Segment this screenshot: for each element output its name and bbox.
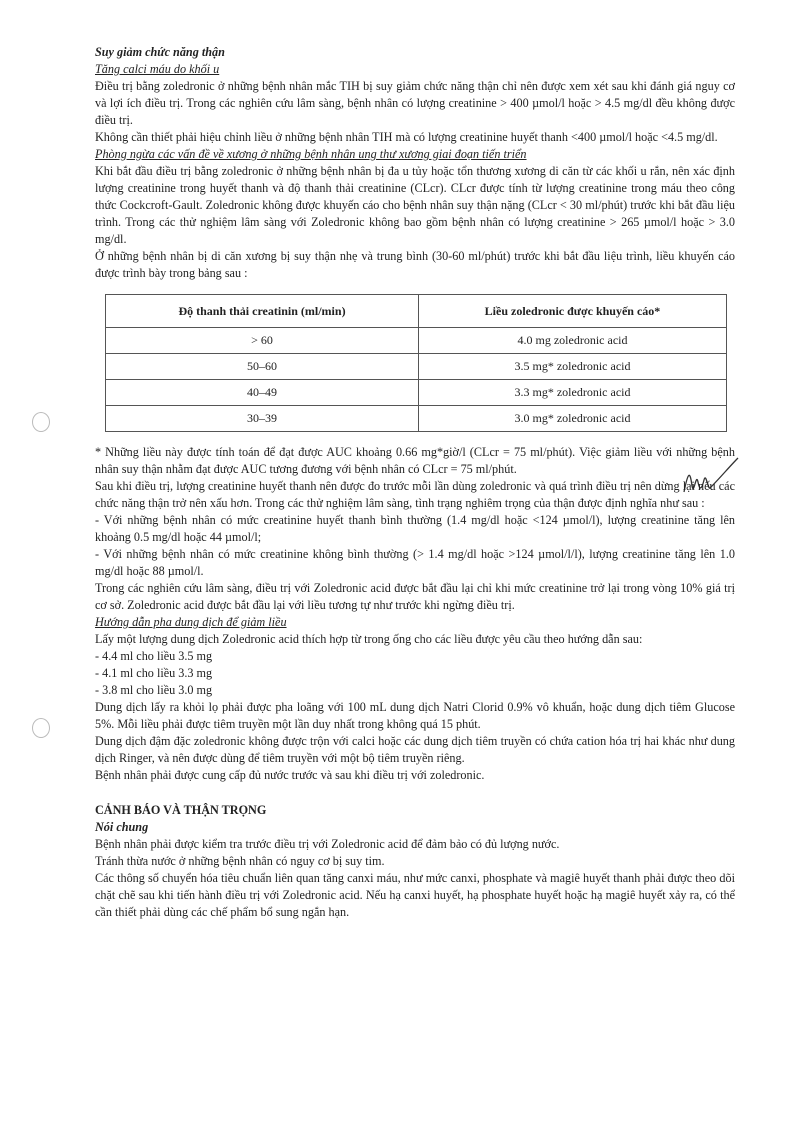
table-header: Liều zoledronic được khuyến cáo* <box>419 295 727 328</box>
section-heading: Suy giảm chức năng thận <box>95 45 225 59</box>
table-cell: 30–39 <box>106 406 419 432</box>
bottom-content <box>95 444 735 921</box>
table-row <box>106 328 727 354</box>
table-cell: 4.0 mg zoledronic acid <box>419 328 727 354</box>
paragraph: Điều trị bằng zoledronic ở những bệnh nhân mắc TIH bị suy giảm chức năng thận chỉ nên được xem xét sau khi đánh giá nguy cơ và lợi ích điều trị. Trong các nghiên cứu lâm sàng, bệnh nhân có lượng creatinine > 400 µmol/l hoặc > 4.5 mg/dl đều không được điều trị. <box>95 79 735 127</box>
paragraph: Lấy một lượng dung dịch Zoledronic acid thích hợp từ trong ống cho các liều được yêu cầu theo hướng dẫn sau: <box>95 632 643 646</box>
paragraph: * Những liều này được tính toán để đạt được AUC khoảng 0.66 mg*giờ/l (CLcr = 75 ml/phút). Việc giảm liều với những bệnh nhân suy thận nhằm đạt được AUC tương đương với bệnh nhân có CLcr = 75 ml/phút. <box>95 445 735 476</box>
subsection-heading: Tăng calci máu do khối u <box>95 62 220 76</box>
dose-table <box>105 294 727 432</box>
paragraph: Dung dịch đậm đặc zoledronic không được trộn với calci hoặc các dung dịch tiêm truyền có chứa cation hóa trị hai khác như dung dịch Ringer, và nên được dùng để tiêm truyền với một bộ tiêm truyền riêng. <box>95 734 735 765</box>
table-cell: 50–60 <box>106 354 419 380</box>
subsection-heading: Hướng dẫn pha dung dịch để giảm liều <box>95 615 287 629</box>
section-title: CẢNH BÁO VÀ THẬN TRỌNG <box>95 803 267 817</box>
paragraph: Các thông số chuyển hóa tiêu chuẩn liên quan tăng canxi máu, như mức canxi, phosphate và magiê huyết thanh phải được theo dõi chặt chẽ sau khi tiến hành điều trị với Zoledronic acid. Nếu hạ canxi huyết, hạ phosphate huyết hoặc hạ magiê huyết xảy ra, có thể cần thiết phải dùng các chế phẩm bổ sung ngắn hạn. <box>95 871 735 919</box>
paragraph: Khi bắt đầu điều trị bằng zoledronic ở những bệnh nhân bị đa u tủy hoặc tổn thương xương di căn từ các khối u rắn, nên xác định lượng creatinine trong huyết thanh và độ thanh thải creatinine (CLcr). CLcr được tính từ lượng creatinine trong máu theo công thức Cockcroft-Gault. Zoledronic không được khuyến cáo cho bệnh nhân suy thận nặng (CLcr < 30 ml/phút) trước khi bắt đầu liệu trình. Trong các thử nghiệm lâm sàng với Zoledronic không bao gồm bệnh nhân có lượng creatinine > 265 µmol/l hoặc > 3.0 mg/dl. <box>95 164 735 246</box>
table-cell: 3.3 mg* zoledronic acid <box>419 380 727 406</box>
table-cell: 3.5 mg* zoledronic acid <box>419 354 727 380</box>
table-row <box>106 380 727 406</box>
table-row <box>106 406 727 432</box>
section-heading: Nói chung <box>95 820 149 834</box>
paragraph: - Với những bệnh nhân có mức creatinine huyết thanh bình thường (1.4 mg/dl hoặc <124 µmol/l), lượng creatinine tăng lên khoảng 0.5 mg/dl hoặc 44 µmol/l; <box>95 513 735 544</box>
paragraph: - 3.8 ml cho liều 3.0 mg <box>95 683 213 697</box>
paragraph: Trong các nghiên cứu lâm sàng, điều trị với Zoledronic acid được bắt đầu lại chỉ khi mức creatinine trở lại trong vòng 10% giá trị cơ sở. Zoledronic acid được bắt đầu lại với liều tương tự như trước khi ngừng điều trị. <box>95 581 735 612</box>
paragraph: Bệnh nhân phải được cung cấp đủ nước trước và sau khi điều trị với zoledronic. <box>95 768 485 782</box>
table-header: Độ thanh thải creatinin (ml/min) <box>106 295 419 328</box>
top-content <box>95 44 735 282</box>
paragraph: - 4.1 ml cho liều 3.3 mg <box>95 666 213 680</box>
punch-hole-bottom <box>32 718 50 738</box>
table-cell: 40–49 <box>106 380 419 406</box>
table-header-row <box>106 295 727 328</box>
paragraph: Không cần thiết phải hiệu chỉnh liều ở những bệnh nhân TIH mà có lượng creatinine huyết thanh <400 µmol/l hoặc <4.5 mg/dl. <box>95 130 718 144</box>
subsection-heading: Phòng ngừa các vấn đề về xương ở những bệnh nhân ung thư xương giai đoạn tiến triển <box>95 147 527 161</box>
paragraph: - 4.4 ml cho liều 3.5 mg <box>95 649 213 663</box>
paragraph: Dung dịch lấy ra khỏi lọ phải được pha loãng với 100 mL dung dịch Natri Clorid 0.9% vô khuẩn, hoặc dung dịch tiêm Glucose 5%. Mỗi liều phải được tiêm truyền một lần duy nhất trong không quá 15 phút. <box>95 700 735 731</box>
paragraph: - Với những bệnh nhân có mức creatinine không bình thường (> 1.4 mg/dl hoặc >124 µmol/l/l), lượng creatinine tăng lên 1.0 mg/dl hoặc 88 µmol/l. <box>95 547 735 578</box>
table-cell: > 60 <box>106 328 419 354</box>
paragraph: Ở những bệnh nhân bị di căn xương bị suy thận nhẹ và trung bình (30-60 ml/phút) trước khi bắt đầu liệu trình, liều khuyến cáo được trình bày trong bảng sau : <box>95 249 735 280</box>
punch-hole-top <box>32 412 50 432</box>
table-row <box>106 354 727 380</box>
document-page <box>95 44 735 921</box>
table-cell: 3.0 mg* zoledronic acid <box>419 406 727 432</box>
paragraph: Tránh thừa nước ở những bệnh nhân có nguy cơ bị suy tim. <box>95 854 385 868</box>
paragraph: Sau khi điều trị, lượng creatinine huyết thanh nên được đo trước mỗi lần dùng zoledronic và quá trình điều trị nên dừng lại nếu các chức năng thận trở nên xấu hơn. Trong các thử nghiệm lâm sàng, tình trạng nghiêm trọng của thận được định nghĩa như sau : <box>95 479 735 510</box>
paragraph: Bệnh nhân phải được kiểm tra trước điều trị với Zoledronic acid để đảm bảo có đủ lượng nước. <box>95 837 560 851</box>
